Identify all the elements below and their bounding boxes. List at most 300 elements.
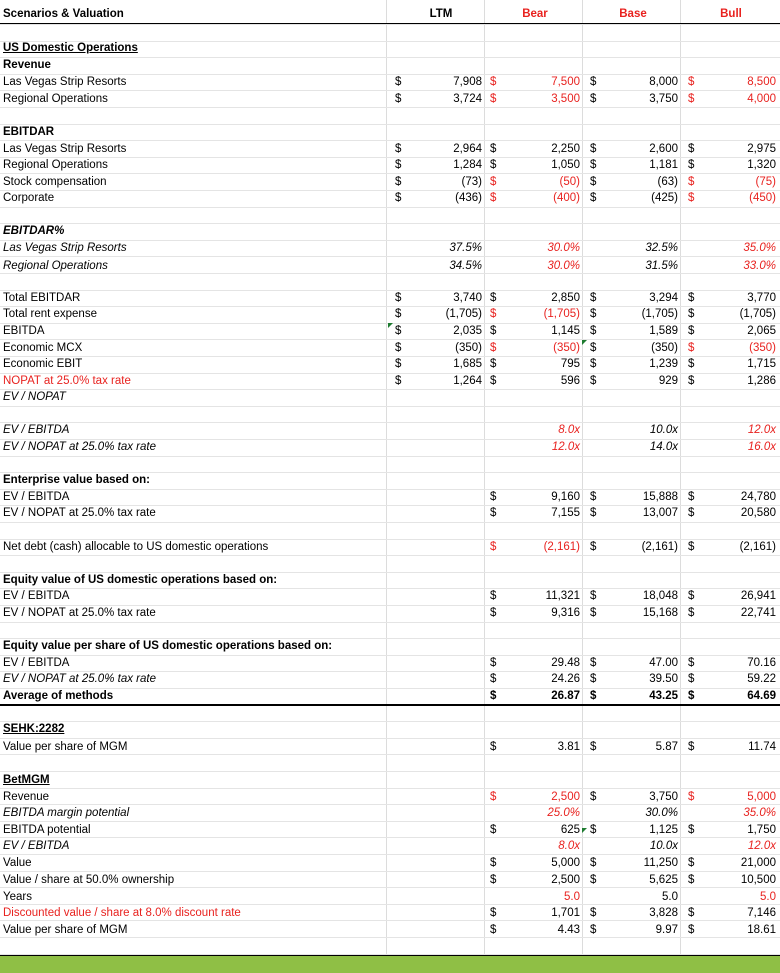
cell-value[interactable]: 3.81 (557, 741, 580, 753)
cell-value[interactable]: 1,284 (453, 159, 482, 171)
currency-symbol: $ (688, 741, 695, 753)
table-row (0, 889, 780, 905)
section-header-row (0, 40, 780, 56)
cell-value[interactable]: 29.48 (551, 657, 580, 669)
table-row (0, 489, 780, 505)
currency-symbol: $ (590, 308, 597, 320)
currency-symbol: $ (395, 325, 402, 337)
cell-value[interactable]: 2,964 (453, 143, 482, 155)
cell-value[interactable]: 1,125 (649, 824, 678, 836)
currency-symbol: $ (395, 143, 402, 155)
row-label: EV / NOPAT at 25.0% tax rate (3, 507, 156, 519)
currency-symbol: $ (490, 657, 497, 669)
cell-value[interactable]: 10.0x (649, 424, 678, 436)
table-row (0, 872, 780, 888)
cell-value[interactable]: 30.0% (547, 260, 580, 272)
section-header-row (0, 638, 780, 654)
cell-value[interactable]: (1,705) (543, 308, 580, 320)
cell-value[interactable]: (350) (455, 342, 482, 354)
cell-value[interactable]: 3,828 (649, 907, 678, 919)
cell-value[interactable]: (1,705) (739, 308, 776, 320)
cell-value[interactable]: (350) (553, 342, 580, 354)
comment-marker (582, 340, 587, 345)
cell-value[interactable]: 625 (560, 824, 580, 836)
cell-value[interactable]: 30.0% (645, 807, 678, 819)
cell-value[interactable]: 2,500 (551, 874, 580, 886)
cell-value[interactable]: 32.5% (645, 242, 678, 254)
currency-symbol: $ (490, 590, 497, 602)
cell-value[interactable]: 3,500 (551, 93, 580, 105)
currency-symbol: $ (590, 607, 597, 619)
comment-marker (582, 828, 587, 833)
cell-value[interactable]: 1,685 (453, 358, 482, 370)
row-label: NOPAT at 25.0% tax rate (3, 375, 131, 387)
cell-value[interactable]: 12.0x (551, 441, 580, 453)
section-header-row (0, 772, 780, 788)
cell-value[interactable]: 7,146 (747, 907, 776, 919)
cell-value[interactable]: 12.0x (747, 840, 776, 852)
cell-value[interactable]: 2,975 (747, 143, 776, 155)
cell-value[interactable]: 1,750 (747, 824, 776, 836)
grid-row-line (0, 24, 780, 25)
section-title: Enterprise value based on: (3, 474, 150, 486)
cell-value[interactable]: 9,160 (551, 491, 580, 503)
cell-value[interactable]: 3,740 (453, 292, 482, 304)
cell-value[interactable]: (63) (657, 176, 678, 188)
row-label: EV / EBITDA (3, 491, 70, 503)
currency-symbol: $ (590, 690, 597, 702)
currency-symbol: $ (490, 93, 497, 105)
currency-symbol: $ (590, 159, 597, 171)
table-row (0, 688, 780, 704)
cell-value[interactable]: 15,168 (642, 607, 678, 619)
cell-value[interactable]: 9.97 (655, 924, 678, 936)
currency-symbol: $ (688, 507, 695, 519)
currency-symbol: $ (688, 176, 695, 188)
row-label: EV / NOPAT at 25.0% tax rate (3, 441, 156, 453)
cell-value[interactable]: (2,161) (739, 541, 776, 553)
col-bull[interactable]: Bull (720, 8, 742, 20)
currency-symbol: $ (490, 491, 497, 503)
currency-symbol: $ (395, 176, 402, 188)
row-label: Value per share of MGM (3, 741, 128, 753)
currency-symbol: $ (590, 857, 597, 869)
cell-value[interactable]: (1,705) (445, 308, 482, 320)
currency-symbol: $ (590, 358, 597, 370)
cell-value[interactable]: 1,145 (551, 325, 580, 337)
section-header-row (0, 472, 780, 488)
cell-value[interactable]: 2,250 (551, 143, 580, 155)
table-row (0, 655, 780, 671)
row-label: EBITDA margin potential (3, 807, 130, 819)
cell-value[interactable]: 9,316 (551, 607, 580, 619)
cell-value[interactable]: 929 (658, 375, 678, 387)
cell-value[interactable]: (73) (461, 176, 482, 188)
currency-symbol: $ (490, 342, 497, 354)
header-underline (0, 23, 780, 24)
table-row (0, 74, 780, 90)
table-row (0, 306, 780, 322)
row-label: EV / NOPAT at 25.0% tax rate (3, 607, 156, 619)
cell-value[interactable]: 4.43 (557, 924, 580, 936)
currency-symbol: $ (490, 143, 497, 155)
currency-symbol: $ (590, 76, 597, 88)
cell-value[interactable]: (450) (749, 192, 776, 204)
grid-row-line (0, 555, 780, 556)
currency-symbol: $ (688, 143, 695, 155)
row-label: EV / EBITDA (3, 590, 70, 602)
section-header-row (0, 124, 780, 140)
currency-symbol: $ (395, 192, 402, 204)
currency-symbol: $ (490, 607, 497, 619)
cell-value[interactable]: 8,500 (747, 76, 776, 88)
table-row (0, 422, 780, 438)
row-label: Las Vegas Strip Resorts (3, 242, 127, 254)
table-row (0, 190, 780, 206)
table-row (0, 588, 780, 604)
cell-value[interactable]: 7,500 (551, 76, 580, 88)
section-title: BetMGM (3, 774, 50, 786)
row-label: EV / EBITDA (3, 840, 70, 852)
cell-value[interactable]: (75) (755, 176, 776, 188)
row-label: Total EBITDAR (3, 292, 81, 304)
cell-value[interactable]: 26.87 (551, 690, 580, 702)
cell-value[interactable]: 24,780 (740, 491, 776, 503)
currency-symbol: $ (688, 375, 695, 387)
cell-value[interactable]: (350) (651, 342, 678, 354)
cell-value[interactable]: 8.0x (558, 424, 580, 436)
cell-value[interactable]: 4,000 (747, 93, 776, 105)
currency-symbol: $ (490, 824, 497, 836)
row-label: Economic EBIT (3, 358, 83, 370)
cell-value[interactable]: 1,239 (649, 358, 678, 370)
table-row (0, 141, 780, 157)
currency-symbol: $ (688, 292, 695, 304)
row-label: Regional Operations (3, 260, 108, 272)
table-row (0, 439, 780, 455)
section-header-row (0, 572, 780, 588)
cell-value[interactable]: 3,770 (747, 292, 776, 304)
currency-symbol: $ (688, 192, 695, 204)
cell-value[interactable]: 59.22 (747, 673, 776, 685)
cell-value[interactable]: 64.69 (747, 690, 776, 702)
cell-value[interactable]: (350) (749, 342, 776, 354)
currency-symbol: $ (490, 76, 497, 88)
currency-symbol: $ (688, 325, 695, 337)
grid-row-line (0, 456, 780, 457)
row-label: Corporate (3, 192, 55, 204)
row-label: Revenue (3, 791, 50, 803)
currency-symbol: $ (688, 159, 695, 171)
currency-symbol: $ (490, 176, 497, 188)
section-title: Equity value per share of US domestic operations based on: (3, 640, 333, 652)
table-row (0, 671, 780, 687)
table-row (0, 91, 780, 107)
table-row (0, 389, 780, 405)
cell-value[interactable]: 11,250 (643, 857, 678, 869)
cell-value[interactable]: 21,000 (740, 857, 776, 869)
cell-value[interactable]: 8.0x (558, 840, 580, 852)
currency-symbol: $ (688, 690, 695, 702)
currency-symbol: $ (590, 924, 597, 936)
cell-value[interactable]: 2,035 (453, 325, 482, 337)
cell-value[interactable]: 2,850 (551, 292, 580, 304)
currency-symbol: $ (490, 791, 497, 803)
cell-value[interactable]: 1,286 (747, 375, 776, 387)
cell-value[interactable]: 70.16 (747, 657, 776, 669)
currency-symbol: $ (590, 176, 597, 188)
grid-row-line (0, 256, 780, 257)
table-row (0, 356, 780, 372)
row-label: Las Vegas Strip Resorts (3, 143, 127, 155)
currency-symbol: $ (590, 741, 597, 753)
cell-value[interactable]: (425) (651, 192, 678, 204)
section-title: SEHK:2282 (3, 723, 65, 735)
cell-value[interactable]: 15,888 (642, 491, 678, 503)
row-label: Regional Operations (3, 159, 108, 171)
table-row (0, 922, 780, 938)
grid-row-line (0, 406, 780, 407)
cell-value[interactable]: 1,715 (747, 358, 776, 370)
cell-value[interactable]: 3,750 (649, 93, 678, 105)
grid-row-line (0, 107, 780, 108)
row-label: Average of methods (3, 690, 114, 702)
row-label: Years (3, 891, 32, 903)
table-row (0, 789, 780, 805)
currency-symbol: $ (688, 308, 695, 320)
cell-value[interactable]: 34.5% (449, 260, 482, 272)
sheet-title: Scenarios & Valuation (3, 8, 124, 20)
cell-value[interactable]: 2,600 (649, 143, 678, 155)
currency-symbol: $ (490, 673, 497, 685)
currency-symbol: $ (490, 924, 497, 936)
cell-value[interactable]: 43.25 (649, 690, 678, 702)
currency-symbol: $ (395, 292, 402, 304)
cell-value[interactable]: 5.0 (760, 891, 776, 903)
currency-symbol: $ (490, 741, 497, 753)
cell-value[interactable]: 11,321 (545, 590, 580, 602)
table-row (0, 290, 780, 306)
currency-symbol: $ (688, 907, 695, 919)
cell-value[interactable]: (1,705) (641, 308, 678, 320)
table-row (0, 258, 780, 274)
cell-value[interactable]: 1,589 (649, 325, 678, 337)
currency-symbol: $ (688, 358, 695, 370)
row-label: Value (3, 857, 32, 869)
row-label: Value per share of MGM (3, 924, 128, 936)
currency-symbol: $ (490, 857, 497, 869)
cell-value[interactable]: (400) (553, 192, 580, 204)
table-row (0, 905, 780, 921)
cell-value[interactable]: 795 (560, 358, 580, 370)
row-label: EV / EBITDA (3, 657, 70, 669)
section-title: EBITDAR (3, 126, 55, 138)
table-row (0, 605, 780, 621)
currency-symbol: $ (490, 325, 497, 337)
cell-value[interactable]: 47.00 (649, 657, 678, 669)
currency-symbol: $ (490, 358, 497, 370)
cell-value[interactable]: 1,264 (453, 375, 482, 387)
table-row (0, 340, 780, 356)
grid-row-line (0, 522, 780, 523)
cell-value[interactable]: 14.0x (649, 441, 678, 453)
cell-value[interactable]: 20,580 (740, 507, 776, 519)
currency-symbol: $ (590, 874, 597, 886)
cell-value[interactable]: 18.61 (747, 924, 776, 936)
currency-symbol: $ (590, 791, 597, 803)
cell-value[interactable]: 7,908 (453, 76, 482, 88)
table-row (0, 174, 780, 190)
currency-symbol: $ (490, 874, 497, 886)
table-row (0, 373, 780, 389)
section-header-row (0, 223, 780, 239)
cell-value[interactable]: 5.0 (662, 891, 678, 903)
cell-value[interactable]: 2,500 (551, 791, 580, 803)
row-label: EV / NOPAT at 25.0% tax rate (3, 673, 156, 685)
currency-symbol: $ (590, 292, 597, 304)
cell-value[interactable]: 5,625 (649, 874, 678, 886)
section-title: Revenue (3, 59, 51, 71)
row-label: EBITDA potential (3, 824, 91, 836)
currency-symbol: $ (688, 657, 695, 669)
header-row (0, 6, 780, 22)
cell-value[interactable]: 1,320 (747, 159, 776, 171)
cell-value[interactable]: 596 (560, 375, 580, 387)
average-underline (0, 704, 780, 706)
currency-symbol: $ (395, 342, 402, 354)
row-label: EV / EBITDA (3, 424, 70, 436)
cell-value[interactable]: 25.0% (547, 807, 580, 819)
cell-value[interactable]: 7,155 (551, 507, 580, 519)
cell-value[interactable]: 31.5% (645, 260, 678, 272)
currency-symbol: $ (590, 192, 597, 204)
table-row (0, 240, 780, 256)
section-title: Equity value of US domestic operations based on: (3, 574, 278, 586)
currency-symbol: $ (590, 824, 597, 836)
table-row (0, 805, 780, 821)
table-row (0, 157, 780, 173)
row-label: Discounted value / share at 8.0% discount rate (3, 907, 241, 919)
currency-symbol: $ (590, 507, 597, 519)
row-label: EV / NOPAT (3, 391, 66, 403)
cell-value[interactable]: 3,724 (453, 93, 482, 105)
currency-symbol: $ (688, 342, 695, 354)
cell-value[interactable]: 1,181 (649, 159, 678, 171)
currency-symbol: $ (590, 143, 597, 155)
currency-symbol: $ (395, 308, 402, 320)
row-label: EBITDA (3, 325, 45, 337)
currency-symbol: $ (395, 159, 402, 171)
currency-symbol: $ (490, 541, 497, 553)
row-label: Total rent expense (3, 308, 97, 320)
currency-symbol: $ (688, 857, 695, 869)
currency-symbol: $ (395, 375, 402, 387)
currency-symbol: $ (490, 308, 497, 320)
cell-value[interactable]: 11.74 (748, 741, 776, 753)
cell-value[interactable]: 35.0% (743, 242, 776, 254)
table-row (0, 739, 780, 755)
cell-value[interactable]: 33.0% (743, 260, 776, 272)
col-ltm[interactable]: LTM (429, 8, 453, 20)
cell-value[interactable]: 16.0x (747, 441, 776, 453)
cell-value[interactable]: 10,500 (740, 874, 776, 886)
currency-symbol: $ (688, 874, 695, 886)
cell-value[interactable]: 30.0% (547, 242, 580, 254)
cell-value[interactable]: 2,065 (747, 325, 776, 337)
cell-value[interactable]: 12.0x (747, 424, 776, 436)
row-label: Las Vegas Strip Resorts (3, 76, 127, 88)
cell-value[interactable]: (50) (559, 176, 580, 188)
currency-symbol: $ (395, 93, 402, 105)
currency-symbol: $ (688, 824, 695, 836)
currency-symbol: $ (490, 375, 497, 387)
grid-row-line (0, 622, 780, 623)
row-label: Economic MCX (3, 342, 83, 354)
currency-symbol: $ (590, 907, 597, 919)
section-title: US Domestic Operations (3, 42, 138, 54)
cell-value[interactable]: 13,007 (642, 507, 678, 519)
cell-value[interactable]: 5.87 (655, 741, 678, 753)
currency-symbol: $ (590, 657, 597, 669)
currency-symbol: $ (590, 590, 597, 602)
currency-symbol: $ (395, 358, 402, 370)
currency-symbol: $ (688, 541, 695, 553)
cell-value[interactable]: (2,161) (641, 541, 678, 553)
section-header-row (0, 57, 780, 73)
col-base[interactable]: Base (619, 8, 647, 20)
cell-value[interactable]: (436) (455, 192, 482, 204)
cell-value[interactable]: 24.26 (551, 673, 580, 685)
total-band (0, 955, 780, 973)
cell-value[interactable]: (2,161) (543, 541, 580, 553)
currency-symbol: $ (490, 690, 497, 702)
currency-symbol: $ (688, 607, 695, 619)
cell-value[interactable]: 1,701 (551, 907, 580, 919)
cell-value[interactable]: 26,941 (740, 590, 776, 602)
section-header-row (0, 721, 780, 737)
currency-symbol: $ (590, 93, 597, 105)
currency-symbol: $ (590, 541, 597, 553)
cell-value[interactable]: 5,000 (747, 791, 776, 803)
cell-value[interactable]: 22,741 (740, 607, 776, 619)
cell-value[interactable]: 3,294 (649, 292, 678, 304)
currency-symbol: $ (590, 325, 597, 337)
cell-value[interactable]: 8,000 (649, 76, 678, 88)
currency-symbol: $ (590, 491, 597, 503)
cell-value[interactable]: 10.0x (649, 840, 678, 852)
section-title: EBITDAR% (3, 225, 65, 237)
cell-value[interactable]: 3,750 (649, 791, 678, 803)
cell-value[interactable]: 37.5% (449, 242, 482, 254)
table-row (0, 855, 780, 871)
cell-value[interactable]: 35.0% (743, 807, 776, 819)
cell-value[interactable]: 5,000 (551, 857, 580, 869)
table-row (0, 539, 780, 555)
table-row (0, 505, 780, 521)
cell-value[interactable]: 5.0 (564, 891, 580, 903)
cell-value[interactable]: 1,050 (551, 159, 580, 171)
currency-symbol: $ (490, 159, 497, 171)
currency-symbol: $ (688, 673, 695, 685)
currency-symbol: $ (688, 924, 695, 936)
comment-marker (388, 323, 393, 328)
row-label: Regional Operations (3, 93, 108, 105)
cell-value[interactable]: 39.50 (649, 673, 678, 685)
cell-value[interactable]: 18,048 (642, 590, 678, 602)
table-row (0, 838, 780, 854)
col-bear[interactable]: Bear (522, 8, 548, 20)
currency-symbol: $ (490, 907, 497, 919)
